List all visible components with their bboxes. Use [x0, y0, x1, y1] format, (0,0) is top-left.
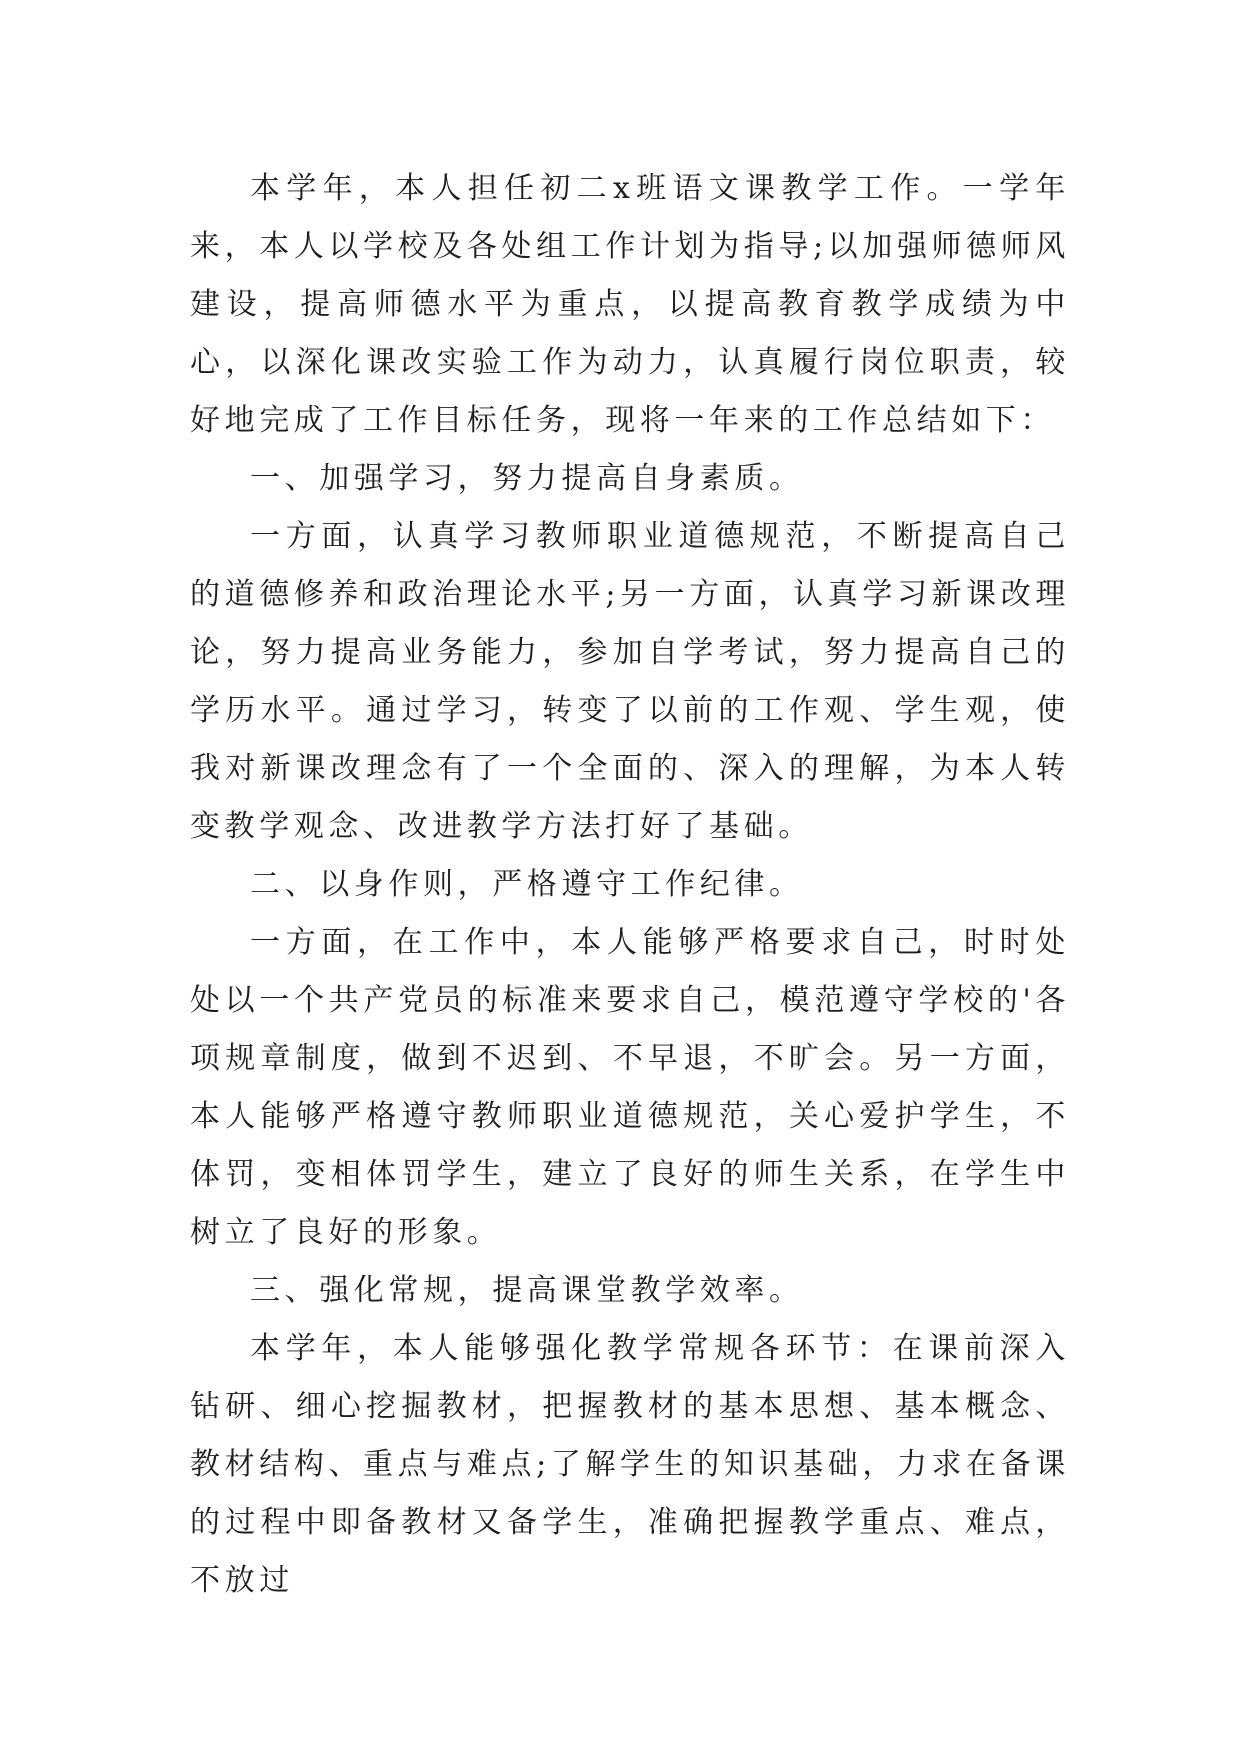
section-heading-2: 二、以身作则，严格遵守工作纪律。	[250, 867, 804, 902]
paragraph-section-3: 本学年，本人能够强化教学常规各环节：在课前深入钻研、细心挖掘教材，把握教材的基本思想、基本概念、教材结构、重点与难点;了解学生的知识基础，力求在备课的过程中即备教材又备学生，准确把握教学重点、难点，不放过	[190, 1331, 1070, 1598]
section-heading-3: 三、强化常规，提高课堂教学效率。	[250, 1273, 804, 1308]
section-heading-1: 一、加强学习，努力提高自身素质。	[250, 461, 804, 496]
paragraph-section-2: 一方面，在工作中，本人能够严格要求自己，时时处处以一个共产党员的标准来要求自己，模范遵守学校的'各项规章制度，做到不迟到、不早退，不旷会。另一方面，本人能够严格遵守教师职业道德规范，关心爱护学生，不体罚，变相体罚学生，建立了良好的师生关系，在学生中树立了良好的形象。	[190, 925, 1070, 1250]
paragraph-section-1: 一方面，认真学习教师职业道德规范，不断提高自己的道德修养和政治理论水平;另一方面，认真学习新课改理论，努力提高业务能力，参加自学考试，努力提高自己的学历水平。通过学习，转变了以前的工作观、学生观，使我对新课改理念有了一个全面的、深入的理解，为本人转变教学观念、改进教学方法打好了基础。	[190, 519, 1070, 844]
document-body	[190, 160, 1070, 1610]
paragraph-intro: 本学年，本人担任初二x班语文课教学工作。一学年来，本人以学校及各处组工作计划为指导;以加强师德师风建设，提高师德水平为重点，以提高教育教学成绩为中心，以深化课改实验工作为动力，认真履行岗位职责，较好地完成了工作目标任务，现将一年来的工作总结如下：	[190, 171, 1070, 438]
